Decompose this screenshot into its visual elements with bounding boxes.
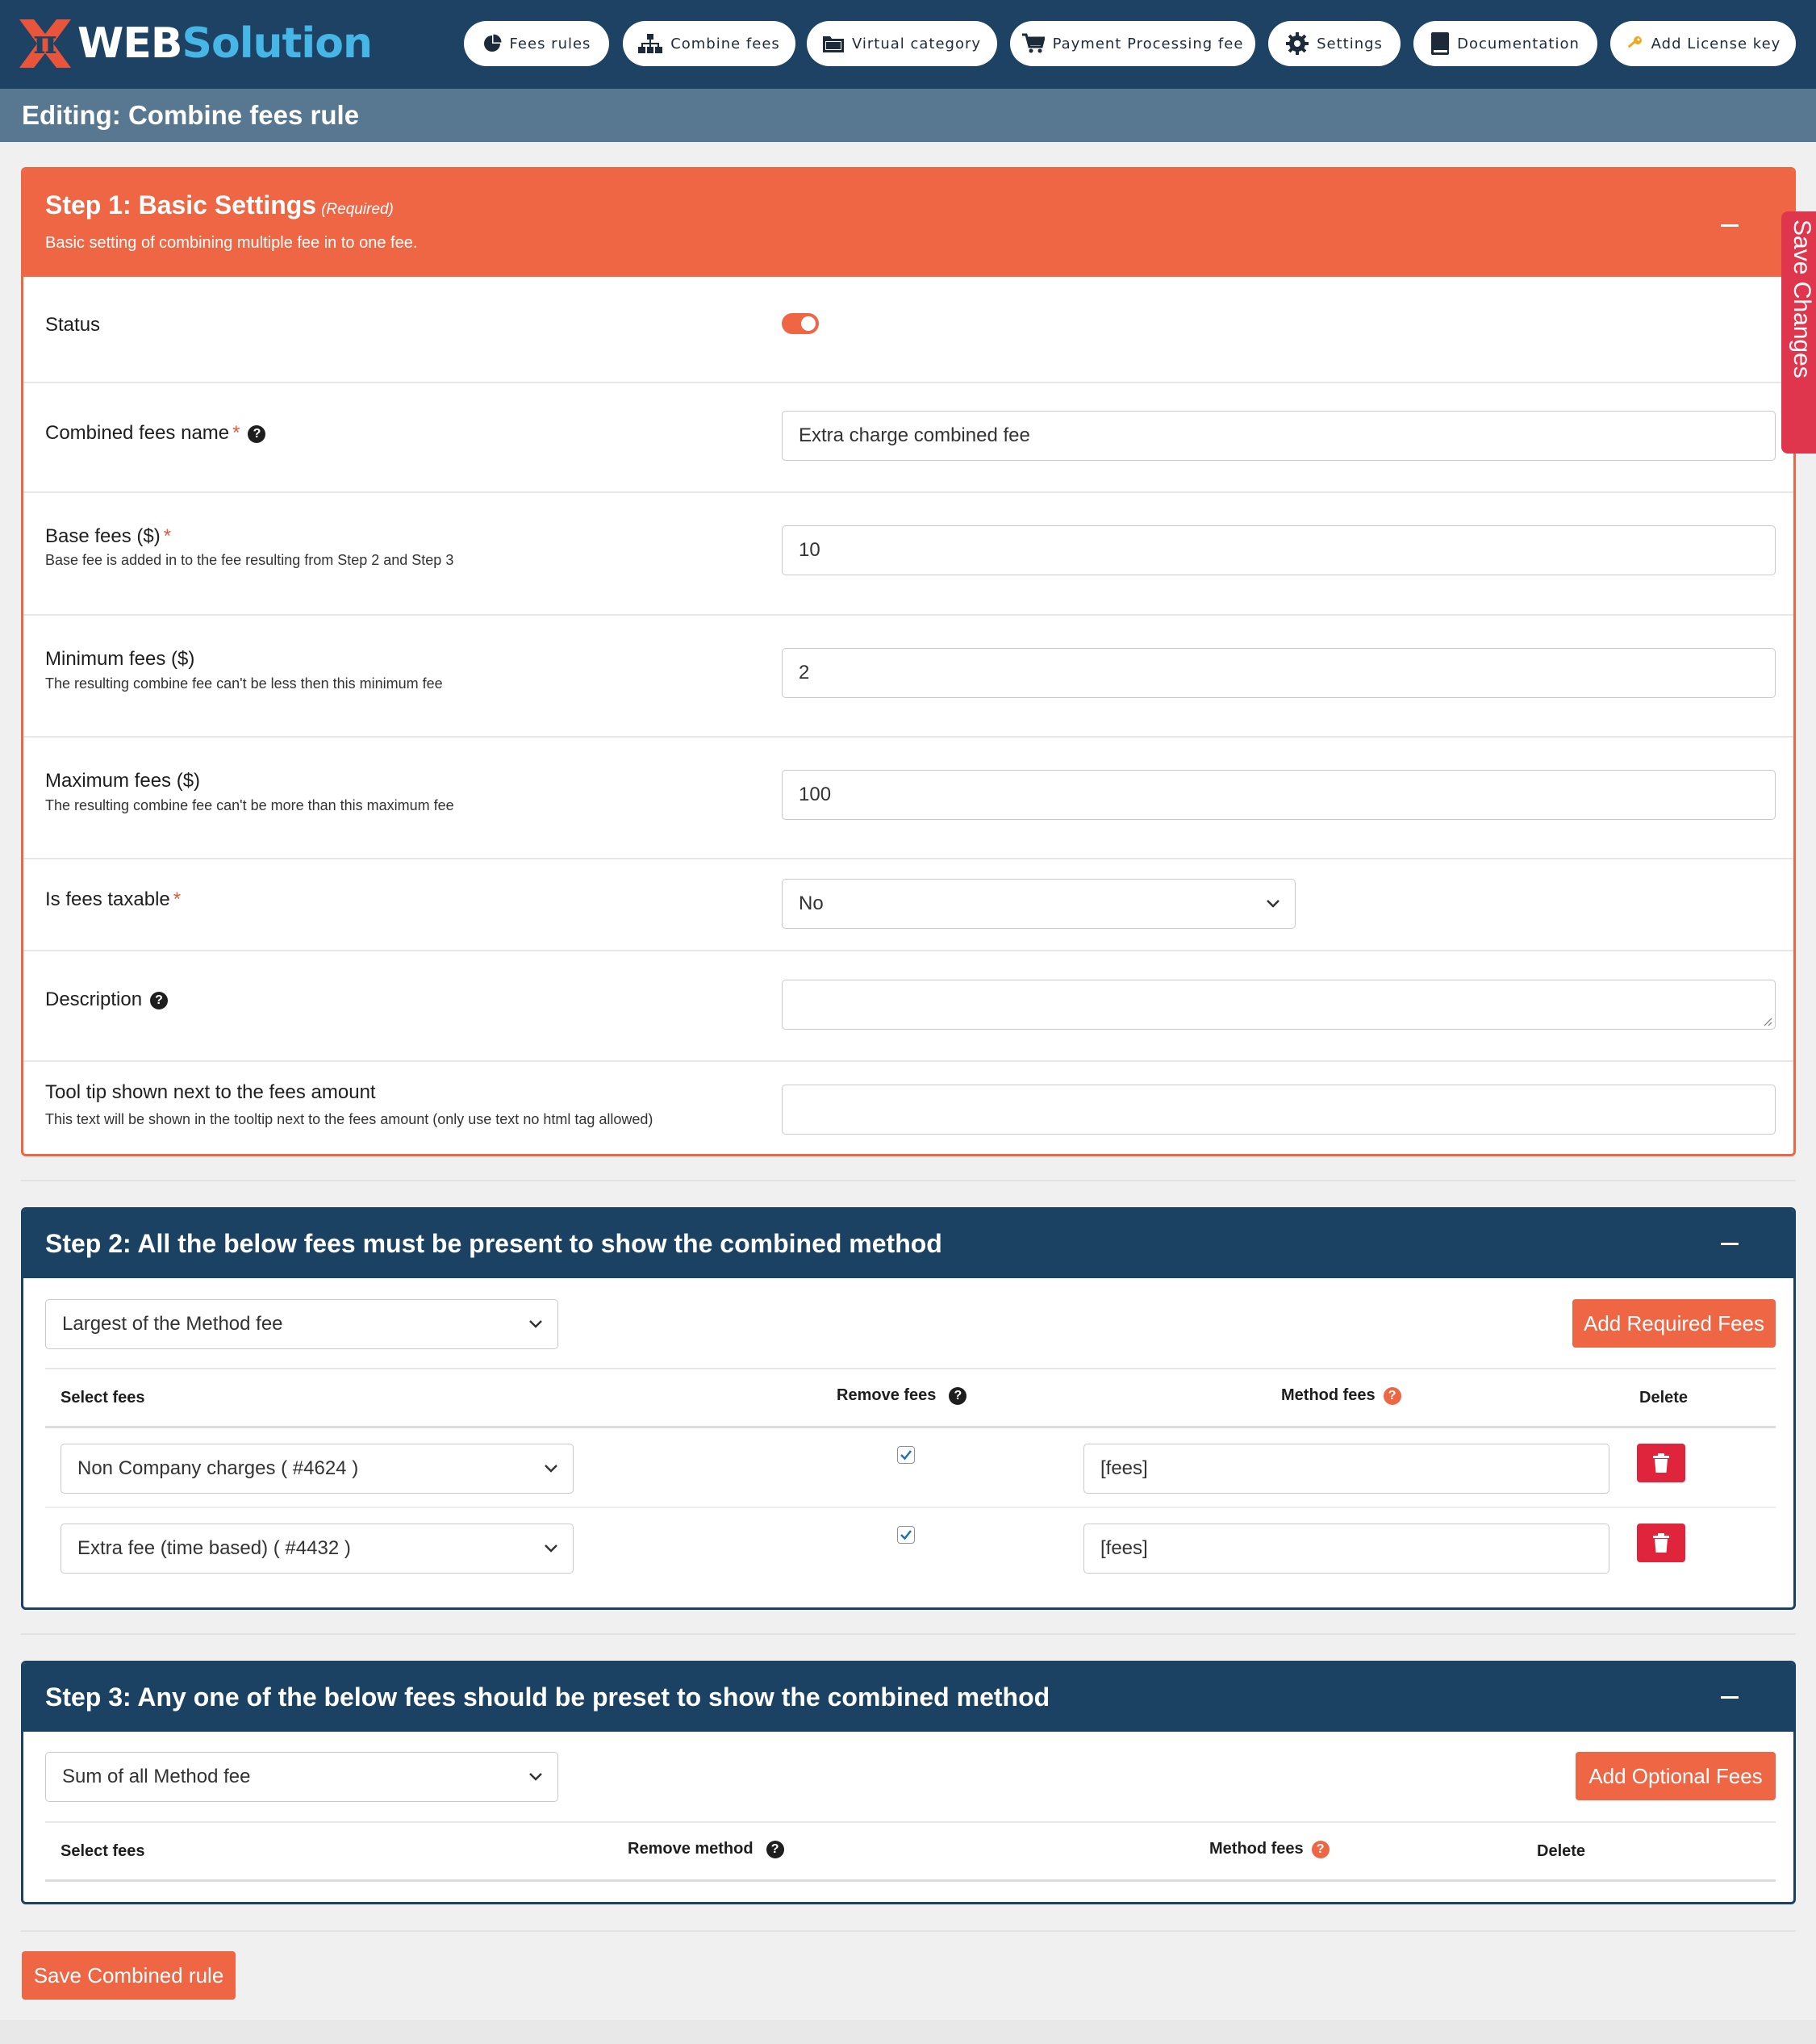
name-row — [23, 382, 1793, 493]
add-required-fees-button[interactable]: Add Required Fees — [1572, 1299, 1776, 1348]
base-fees-description: Base fee is added in to the fee resulting from Step 2 and Step 3 — [45, 552, 454, 568]
top-navigation-bar — [0, 0, 1816, 89]
maximum-fees-label: Maximum fees ($) — [45, 770, 201, 792]
page-footer-strip — [0, 2020, 1816, 2044]
divider — [21, 1633, 1796, 1635]
col-remove-method-wrap — [628, 1840, 784, 1858]
step2-required-fees-card — [21, 1207, 1796, 1610]
checkmark-icon — [899, 1448, 913, 1462]
select-value: Extra fee (time based) ( #4432 ) — [77, 1537, 351, 1559]
cart-icon — [1022, 33, 1045, 54]
help-icon[interactable]: ? — [1384, 1387, 1401, 1405]
divider — [21, 1180, 1796, 1181]
method-fees-input[interactable]: [fees] — [1083, 1524, 1609, 1574]
select-value: Non Company charges ( #4624 ) — [77, 1457, 359, 1479]
combined-fees-name-input[interactable]: Extra charge combined fee — [782, 411, 1776, 461]
minimum-fees-row — [23, 614, 1793, 738]
required-asterisk: * — [173, 888, 182, 910]
chevron-down-icon — [544, 1463, 558, 1474]
status-toggle[interactable] — [782, 313, 819, 334]
delete-row-button[interactable] — [1637, 1524, 1685, 1562]
description-label-wrap — [45, 989, 168, 1011]
table-top-border — [45, 1368, 1776, 1369]
select-value: Largest of the Method fee — [62, 1313, 283, 1335]
row-divider — [45, 1507, 1776, 1508]
remove-fees-checkbox[interactable] — [897, 1446, 915, 1464]
step1-header[interactable] — [23, 169, 1793, 277]
save-combined-rule-button[interactable]: Save Combined rule — [22, 1951, 236, 2000]
nav-label: Settings — [1317, 35, 1383, 52]
minimum-fees-description: The resulting combine fee can't be less then this minimum fee — [45, 675, 443, 692]
step2-header[interactable] — [23, 1210, 1793, 1278]
brand-logo[interactable] — [15, 11, 372, 76]
nav-add-license-key[interactable] — [1610, 21, 1796, 66]
add-optional-fees-button[interactable]: Add Optional Fees — [1576, 1752, 1776, 1800]
col-method-fees-wrap — [1209, 1840, 1330, 1858]
base-fees-label: Base fees ($) — [45, 525, 161, 547]
table-header-border — [45, 1879, 1776, 1882]
trash-icon — [1653, 1453, 1669, 1473]
tooltip-row — [23, 1060, 1793, 1154]
col-select-fees: Select fees — [61, 1389, 145, 1407]
step1-basic-settings-card — [21, 167, 1796, 1156]
nav-fees-rules[interactable] — [464, 21, 609, 66]
step2-title: Step 2: All the below fees must be present to show the combined method — [45, 1229, 942, 1258]
nav-label: Add License key — [1651, 35, 1781, 52]
fee-select[interactable] — [61, 1444, 574, 1494]
gear-icon — [1286, 32, 1309, 55]
remove-fees-checkbox[interactable] — [897, 1526, 915, 1544]
step3-method-select[interactable] — [45, 1752, 558, 1802]
col-remove-method: Remove method — [628, 1840, 754, 1858]
chevron-down-icon — [528, 1771, 543, 1783]
checkmark-icon — [899, 1528, 913, 1542]
step2-method-select[interactable] — [45, 1299, 558, 1349]
collapse-icon[interactable] — [1721, 1696, 1739, 1699]
col-delete: Delete — [1639, 1389, 1689, 1407]
tooltip-description: This text will be shown in the tooltip next to the fees amount (only use text no html tag allowed) — [45, 1111, 653, 1127]
nav-label: Combine fees — [670, 35, 780, 52]
is-fees-taxable-label: Is fees taxable — [45, 888, 170, 910]
description-label: Description — [45, 989, 143, 1010]
maximum-fees-description: The resulting combine fee can't be more than this maximum fee — [45, 797, 454, 813]
chevron-down-icon — [1266, 898, 1280, 909]
chevron-down-icon — [544, 1543, 558, 1554]
minimum-fees-label: Minimum fees ($) — [45, 648, 195, 670]
folder-icon — [823, 35, 844, 52]
brand-word-solution: Solution — [182, 19, 372, 68]
step3-optional-fees-card — [21, 1661, 1796, 1904]
description-row — [23, 950, 1793, 1062]
nav-documentation[interactable] — [1413, 21, 1597, 66]
nav-combine-fees[interactable] — [623, 21, 795, 66]
taxable-row — [23, 858, 1793, 951]
step3-header[interactable] — [23, 1663, 1793, 1732]
collapse-icon[interactable] — [1721, 224, 1739, 227]
collapse-icon[interactable] — [1721, 1243, 1739, 1245]
key-icon — [1626, 35, 1643, 52]
table-top-border — [45, 1821, 1776, 1823]
nav-label: Fees rules — [509, 35, 591, 52]
svg-text:π: π — [33, 23, 57, 61]
pi-logo-icon — [15, 13, 76, 74]
combined-fees-name-label: Combined fees name — [45, 422, 230, 444]
help-icon[interactable]: ? — [766, 1841, 784, 1858]
col-method-fees-wrap — [1281, 1386, 1401, 1405]
tooltip-label: Tool tip shown next to the fees amount — [45, 1081, 376, 1103]
step3-title: Step 3: Any one of the below fees should be preset to show the combined method — [45, 1682, 1050, 1712]
nav-label: Payment Processing fee — [1052, 35, 1244, 52]
chevron-down-icon — [528, 1319, 543, 1330]
col-remove-fees-wrap — [837, 1386, 966, 1405]
status-label: Status — [45, 314, 101, 336]
select-value: No — [799, 892, 824, 914]
base-fees-input[interactable]: 10 — [782, 525, 1776, 575]
step1-title: Step 1: Basic Settings (Required) — [45, 190, 394, 219]
trash-icon — [1653, 1533, 1669, 1553]
col-delete: Delete — [1537, 1842, 1586, 1860]
minimum-fees-input[interactable]: 2 — [782, 648, 1776, 698]
step1-subtitle: Basic setting of combining multiple fee in to one fee. — [45, 234, 418, 252]
step1-required-note: (Required) — [321, 201, 394, 218]
delete-row-button[interactable] — [1637, 1444, 1685, 1482]
save-changes-label: Save Changes — [1789, 219, 1815, 378]
nav-payment-processing-fee[interactable] — [1010, 21, 1255, 66]
table-header-border — [45, 1426, 1776, 1428]
help-icon[interactable]: ? — [150, 992, 168, 1009]
brand-word-web: WEB — [77, 19, 182, 68]
col-select-fees: Select fees — [61, 1842, 145, 1860]
maximum-fees-input[interactable]: 100 — [782, 770, 1776, 820]
nav-settings[interactable] — [1268, 21, 1401, 66]
tooltip-input[interactable] — [782, 1085, 1776, 1135]
method-fees-input[interactable]: [fees] — [1083, 1444, 1609, 1494]
book-icon — [1431, 32, 1449, 55]
description-textarea[interactable] — [782, 980, 1776, 1030]
select-value: Sum of all Method fee — [62, 1766, 251, 1787]
page-title: Editing: Combine fees rule — [0, 89, 1816, 142]
col-remove-fees: Remove fees — [837, 1386, 937, 1404]
base-fees-row — [23, 491, 1793, 616]
base-label-wrap — [45, 525, 171, 548]
status-row — [23, 277, 1793, 383]
taxable-label-wrap — [45, 888, 181, 911]
sitemap-icon — [638, 34, 662, 53]
col-method-fees: Method fees — [1281, 1386, 1376, 1404]
nav-virtual-category[interactable] — [807, 21, 997, 66]
required-asterisk: * — [232, 422, 240, 444]
pie-chart-icon — [482, 34, 502, 53]
help-icon[interactable]: ? — [949, 1387, 966, 1405]
divider — [21, 1930, 1796, 1932]
save-changes-tab[interactable] — [1781, 211, 1816, 454]
help-icon[interactable]: ? — [248, 425, 265, 443]
col-method-fees: Method fees — [1209, 1840, 1304, 1858]
required-asterisk: * — [163, 525, 172, 547]
is-fees-taxable-select[interactable] — [782, 879, 1296, 929]
resize-handle-icon[interactable] — [1763, 1017, 1772, 1026]
maximum-fees-row — [23, 736, 1793, 859]
nav-label: Documentation — [1457, 35, 1580, 52]
name-label-wrap — [45, 422, 265, 445]
fee-select[interactable] — [61, 1524, 574, 1574]
help-icon[interactable]: ? — [1312, 1841, 1330, 1858]
nav-label: Virtual category — [851, 35, 982, 52]
